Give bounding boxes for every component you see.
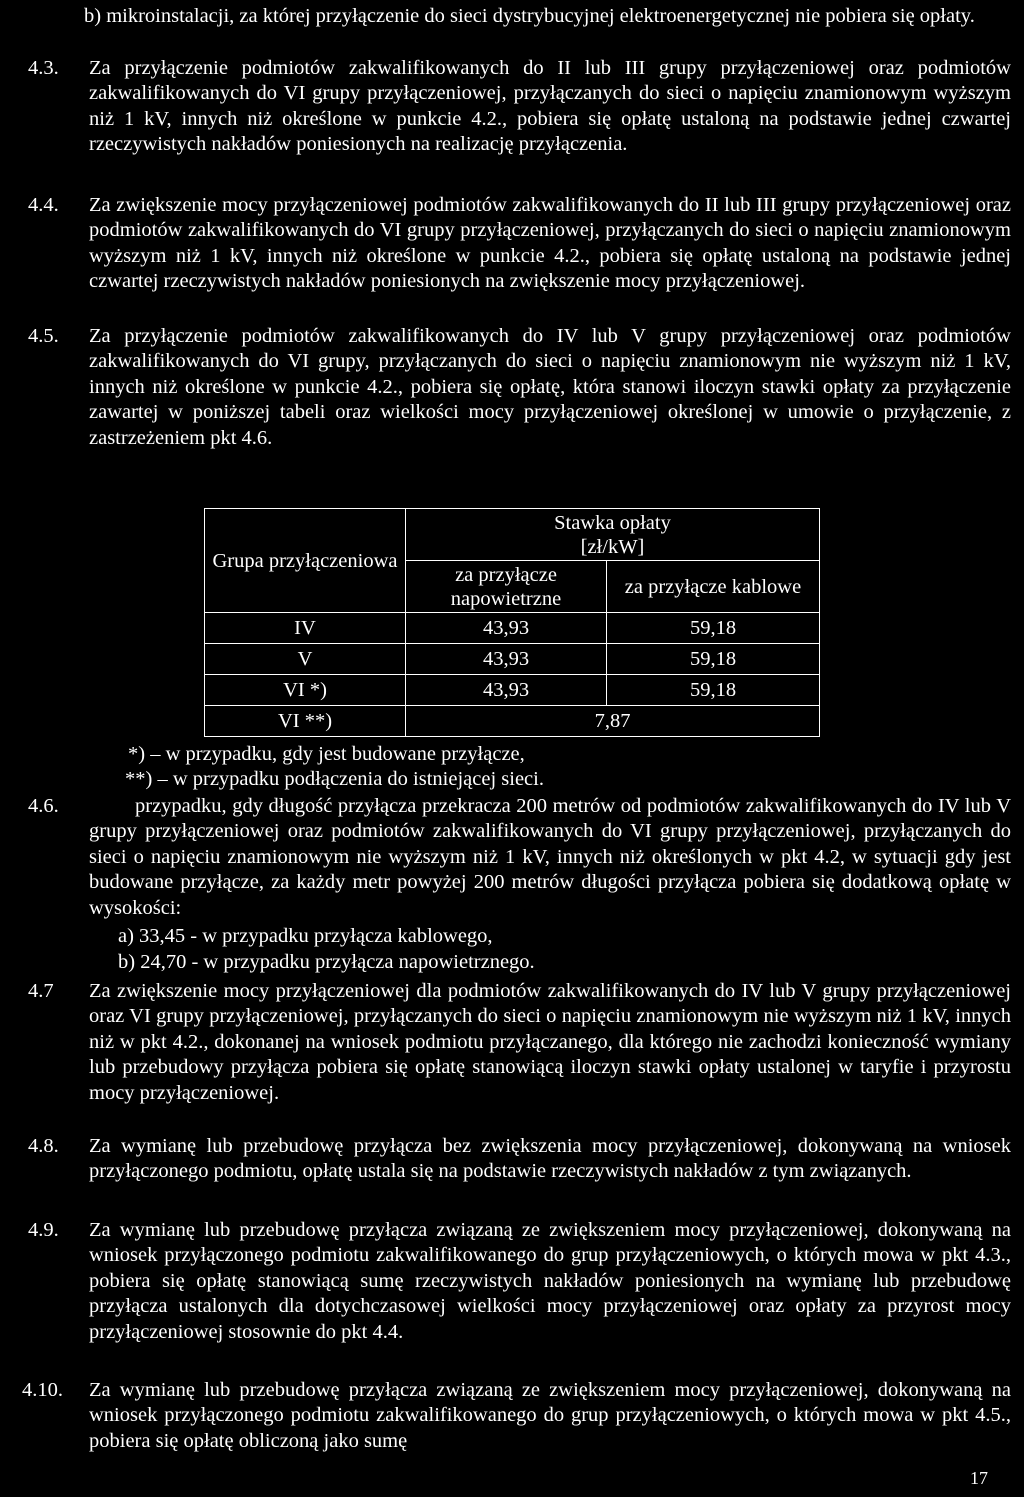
table-row [205,613,820,644]
section-4-9-text: Za wymianę lub przebudowę przyłącza związaną ze zwiększeniem mocy przyłączeniowej, dokonywaną na wniosek przyłączonego podmiotu zakwalifikowanego do grup przyłączeniowych, o których mowa w pkt 4.3., pobiera się opłatę stanowiącą sumę rzeczywistych nakładów poniesionych na wymianę lub przebudowę przyłącza ustalonych dla dotychczasowej wielkości mocy przyłączeniowej oraz opłaty za przyrost mocy przyłączeniowej stosownie do pkt 4.4. [89,1219,1011,1343]
cell-group: IV [205,613,406,644]
cell-overhead: 43,93 [406,675,607,706]
legend-star1: *) – w przypadku, gdy jest budowane przyłącze, [128,743,525,765]
table-row [205,706,820,737]
section-4-8-text: Za wymianę lub przebudowę przyłącza bez zwiększenia mocy przyłączeniowej, dokonywaną na wniosek przyłączonego podmiotu, opłatę ustala się na podstawie rzeczywistych nakładów z tym związanych. [89,1135,1011,1183]
section-4-6-item-b: b) 24,70 - w przypadku przyłącza napowietrznego. [118,951,535,973]
cell-group: VI *) [205,675,406,706]
cell-overhead: 43,93 [406,613,607,644]
cell-group: V [205,644,406,675]
section-4-10-text: Za wymianę lub przebudowę przyłącza związaną ze zwiększeniem mocy przyłączeniowej, dokonywaną na wniosek przyłączonego podmiotu zakwalifikowanego do grup przyłączeniowych, o których mowa w pkt 4.5., pobiera się opłatę obliczoną jako sumę [89,1379,1011,1452]
section-4-9-number: 4.9. [28,1219,59,1241]
rate-table [204,508,820,737]
rate-table-wrapper [204,508,820,737]
section-4-6-item-a: a) 33,45 - w przypadku przyłącza kablowego, [118,925,493,947]
header-overhead: za przyłącze napowietrzne [406,561,607,613]
section-4-7-number: 4.7 [28,980,54,1002]
header-cable: za przyłącze kablowe [607,561,820,613]
cell-overhead: 43,93 [406,644,607,675]
header-rate-unit: [zł/kW] [580,535,645,558]
header-rate [406,509,820,561]
section-4-5-number: 4.5. [28,325,59,347]
section-4-5-text: Za przyłączenie podmiotów zakwalifikowanych do IV lub V grupy przyłączeniowej oraz podmiotów zakwalifikowanych do VI grupy, przyłączanych do sieci o napięciu znamionowym nie wyższym niż 1 kV, innych niż określone w punkcie 4.2., pobiera się opłatę, która stanowi iloczyn stawki opłaty za przyłączenie zawartej w poniższej tabeli oraz wielkości mocy przyłączeniowej określonej w umowie o przyłączenie, z zastrzeżeniem pkt 4.6. [89,325,1011,449]
header-rate-title: Stawka opłaty [554,511,671,534]
section-4-10-number: 4.10. [22,1379,63,1401]
table-row [205,644,820,675]
cell-merged-rate: 7,87 [406,706,820,737]
item-b-microinstallation: b) mikroinstalacji, za której przyłączenie do sieci dystrybucyjnej elektroenergetycznej nie pobiera się opłaty. [84,5,975,27]
cell-group: VI **) [205,706,406,737]
section-4-7-text: Za zwiększenie mocy przyłączeniowej dla podmiotów zakwalifikowanych do IV lub V grupy przyłączeniowej oraz VI grupy przyłączeniowej, przyłączanych do sieci o napięciu znamionowym nie wyższym niż 1 kV, innych niż w pkt 4.2., dokonanej na wniosek podmiotu przyłączanego, dla którego nie zachodzi konieczność wymiany lub przebudowy przyłącza pobiera się opłatę stanowiącą iloczyn stawki opłaty ustalonej w taryfie i przyrostu mocy przyłączeniowej. [89,980,1011,1104]
section-4-6-number: 4.6. [28,795,59,817]
header-group: Grupa przyłączeniowa [205,509,406,613]
cell-cable: 59,18 [607,613,820,644]
table-row [205,675,820,706]
section-4-6-text: przypadku, gdy długość przyłącza przekracza 200 metrów od podmiotów zakwalifikowanych do IV lub V grupy przyłączeniowej oraz podmiotów zakwalifikowanych do VI grupy przyłączeniowej, przyłączanych do sieci o napięciu znamionowym nie wyższym niż 1 kV, innych niż określonych w pkt 4.2, w sytuacji gdy jest budowane przyłącze, za każdy metr powyżej 200 metrów długości przyłącza pobiera się dodatkową opłatę w wysokości: [89,795,1011,919]
legend-star2: **) – w przypadku podłączenia do istniejącej sieci. [125,768,544,790]
cell-cable: 59,18 [607,675,820,706]
page-number: 17 [970,1468,988,1488]
cell-cable: 59,18 [607,644,820,675]
section-4-3-number: 4.3. [28,57,59,79]
section-4-4-number: 4.4. [28,194,59,216]
section-4-3-text: Za przyłączenie podmiotów zakwalifikowanych do II lub III grupy przyłączeniowej oraz podmiotów zakwalifikowanych do VI grupy przyłączeniowej, przyłączanych do sieci o napięciu znamionowym wyższym niż 1 kV, innych niż określone w punkcie 4.2., pobiera się opłatę ustaloną na podstawie jednej czwartej rzeczywistych nakładów poniesionych na realizację przyłączenia. [89,57,1011,156]
section-4-8-number: 4.8. [28,1135,59,1157]
section-4-4-text: Za zwiększenie mocy przyłączeniowej podmiotów zakwalifikowanych do II lub III grupy przyłączeniowej oraz podmiotów zakwalifikowanych do VI grupy przyłączeniowej, przyłączanych do sieci o napięciu znamionowym wyższym niż 1 kV, innych niż określone w punkcie 4.2., pobiera się opłatę ustaloną na podstawie jednej czwartej rzeczywistych nakładów poniesionych na zwiększenie mocy przyłączeniowej. [89,194,1011,293]
